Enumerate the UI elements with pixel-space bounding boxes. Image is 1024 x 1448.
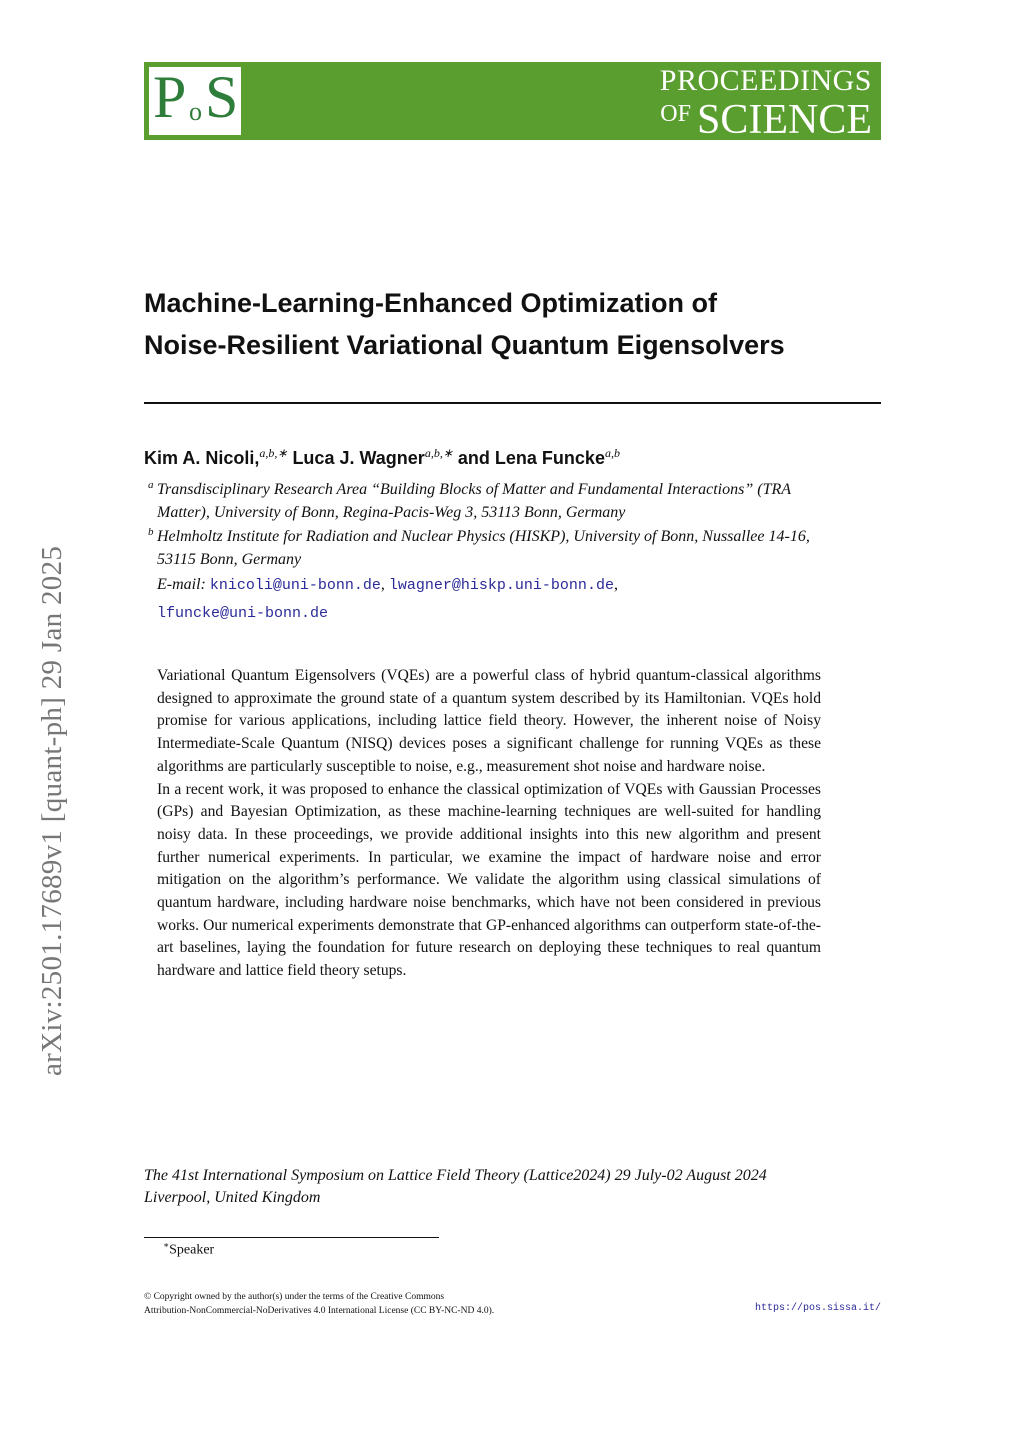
pos-logo — [149, 64, 241, 135]
author-name: Kim A. Nicoli, — [144, 448, 260, 468]
affiliation-line: Transdisciplinary Research Area “Building Blocks of Matter and Fundamental Interactions” (TRA — [157, 481, 792, 498]
author-joiner: and — [457, 448, 490, 468]
footnote-rule — [144, 1237, 439, 1238]
proceedings-label: PROCEEDINGS — [659, 64, 872, 97]
author-name: Luca J. Wagner — [292, 448, 425, 468]
pos-url-link[interactable]: https://pos.sissa.it/ — [754, 1303, 881, 1314]
abstract-paragraph-1: Variational Quantum Eigensolvers (VQEs) are a powerful class of hybrid quantum-classical algorithms designed to approximate the ground state of a quantum system described by its Hamiltonian. VQEs hold promise for various applications, including lattice field theory. However, the inherent noise of Noisy Intermediate-Scale Quantum (NISQ) devices poses a significant challenge for running VQEs as these algorithms are particularly susceptible to noise, e.g., measurement shot noise and hardware noise. — [157, 667, 821, 775]
title-line-1: Machine-Learning-Enhanced Optimization of — [144, 288, 718, 318]
paper-title — [144, 282, 884, 366]
affiliation-line: 53115 Bonn, Germany — [157, 551, 302, 568]
email-link-funcke[interactable]: lfuncke@uni-bonn.de — [157, 605, 329, 622]
of-science-label — [660, 96, 872, 144]
author-affil-mark: a,b — [604, 446, 620, 460]
affiliation-mark: a — [148, 479, 154, 491]
conference-line-1: The 41st International Symposium on Lattice Field Theory (Lattice2024) 29 July-02 August 2024 — [144, 1167, 767, 1184]
arxiv-stamp: arXiv:2501.17689v1 [quant-ph] 29 Jan 2025 — [36, 545, 68, 1076]
pos-logo-s: S — [205, 64, 239, 130]
author-affil-mark: a,b,∗ — [424, 446, 453, 460]
affiliation-line: Matter), University of Bonn, Regina-Pacis-Weg 3, 53113 Bonn, Germany — [157, 504, 626, 521]
footnote-speaker — [163, 1240, 214, 1259]
affiliation-line: Helmholtz Institute for Radiation and Nuclear Physics (HISKP), University of Bonn, Nussallee 14-16, — [157, 528, 810, 545]
footnote-mark: ∗ — [163, 1240, 170, 1250]
copyright-line-2: Attribution-NonCommercial-NoDerivatives 4.0 International License (CC BY-NC-ND 4.0). — [144, 1306, 495, 1316]
email-block: E-mail: knicoli@uni-bonn.de, lwagner@hiskp.uni-bonn.de, lfuncke@uni-bonn.de — [157, 576, 618, 622]
conference-info — [144, 1165, 844, 1209]
pos-logo-p: P — [153, 64, 187, 130]
affiliation-b — [148, 525, 877, 571]
email-link-nicoli[interactable]: knicoli@uni-bonn.de — [209, 577, 381, 594]
title-rule — [144, 402, 881, 404]
abstract-paragraph-2: In a recent work, it was proposed to enhance the classical optimization of VQEs with Gaussian Processes (GPs) and Bayesian Optimization, as these machine-learning techniques are well-suited for handling noisy data. In these proceedings, we provide additional insights into this new algorithm and present further numerical experiments. In particular, we examine the impact of hardware noise and error mitigation on the algorithm’s performance. We validate the algorithm using classical simulations of quantum hardware, including hardware noise benchmarks, which have not been considered in previous works. Our numerical experiments demonstrate that GP-enhanced algorithms can outperform state-of-the-art baselines, laying the foundation for future research on deploying these techniques to real quantum hardware and lattice field theory setups. — [157, 780, 821, 980]
title-line-2: Noise-Resilient Variational Quantum Eigensolvers — [144, 330, 785, 360]
abstract — [157, 665, 821, 983]
affiliation-a — [148, 478, 877, 524]
author-list — [144, 446, 620, 469]
author-affil-mark: a,b,∗ — [259, 446, 288, 460]
affiliation-mark: b — [148, 526, 154, 538]
copyright-line-1: © Copyright owned by the author(s) under the terms of the Creative Commons — [144, 1292, 445, 1302]
author-name: Lena Funcke — [494, 448, 605, 468]
email-link-wagner[interactable]: lwagner@hiskp.uni-bonn.de — [388, 577, 614, 594]
email-label: E-mail: — [157, 576, 206, 593]
science-label: SCIENCE — [696, 97, 872, 143]
of-label: OF — [660, 101, 691, 127]
pos-banner — [144, 62, 881, 143]
pos-logo-o: o — [189, 97, 202, 126]
footnote-text: Speaker — [169, 1242, 215, 1258]
copyright-notice — [144, 1290, 604, 1318]
conference-line-2: Liverpool, United Kingdom — [144, 1189, 321, 1206]
